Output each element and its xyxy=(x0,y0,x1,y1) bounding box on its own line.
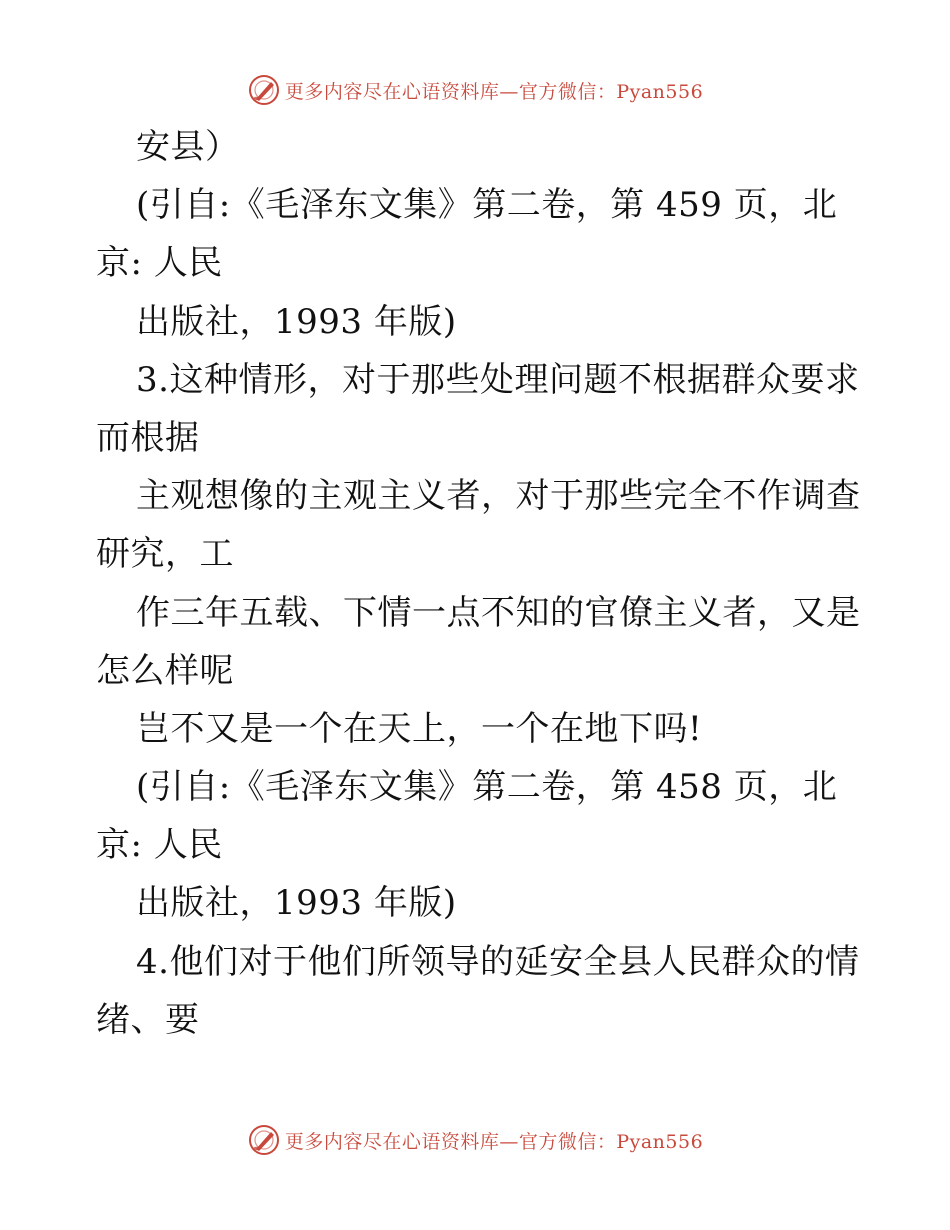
citation-line: 出版社，1993 年版) xyxy=(136,883,457,924)
footer-watermark-banner xyxy=(0,1120,950,1160)
text-line: 作三年五载、下情一点不知的官僚主义者，又是 xyxy=(136,592,861,633)
text-line: 绪、要 xyxy=(96,999,200,1040)
text-line: 主观想像的主观主义者，对于那些完全不作调查 xyxy=(136,476,861,517)
citation-line: (引自:《毛泽东文集》第二卷，第 459 页，北 xyxy=(136,185,838,226)
citation-line: 京: 人民 xyxy=(96,825,223,866)
document-body xyxy=(96,118,861,1049)
header-watermark-text: 更多内容尽在心语资料库—官方微信：Pyan556 xyxy=(284,80,704,103)
footer-watermark-text: 更多内容尽在心语资料库—官方微信：Pyan556 xyxy=(284,1130,704,1153)
writing-hand-logo-icon xyxy=(247,73,281,107)
citation-line: (引自:《毛泽东文集》第二卷，第 458 页，北 xyxy=(136,767,838,808)
citation-line: 出版社，1993 年版) xyxy=(136,301,457,342)
text-line: 岂不又是一个在天上，一个在地下吗! xyxy=(136,708,703,749)
header-watermark-banner xyxy=(0,70,950,110)
text-line: 3.这种情形，对于那些处理问题不根据群众要求 xyxy=(136,359,860,400)
text-line: 安县） xyxy=(136,127,240,167)
writing-hand-logo-icon xyxy=(247,1123,281,1157)
text-line: 4.他们对于他们所领导的延安全县人民群众的情 xyxy=(136,941,860,982)
citation-line: 京: 人民 xyxy=(96,243,223,284)
text-line: 研究，工 xyxy=(96,534,234,575)
text-line: 怎么样呢 xyxy=(96,650,234,691)
text-line: 而根据 xyxy=(96,417,200,458)
